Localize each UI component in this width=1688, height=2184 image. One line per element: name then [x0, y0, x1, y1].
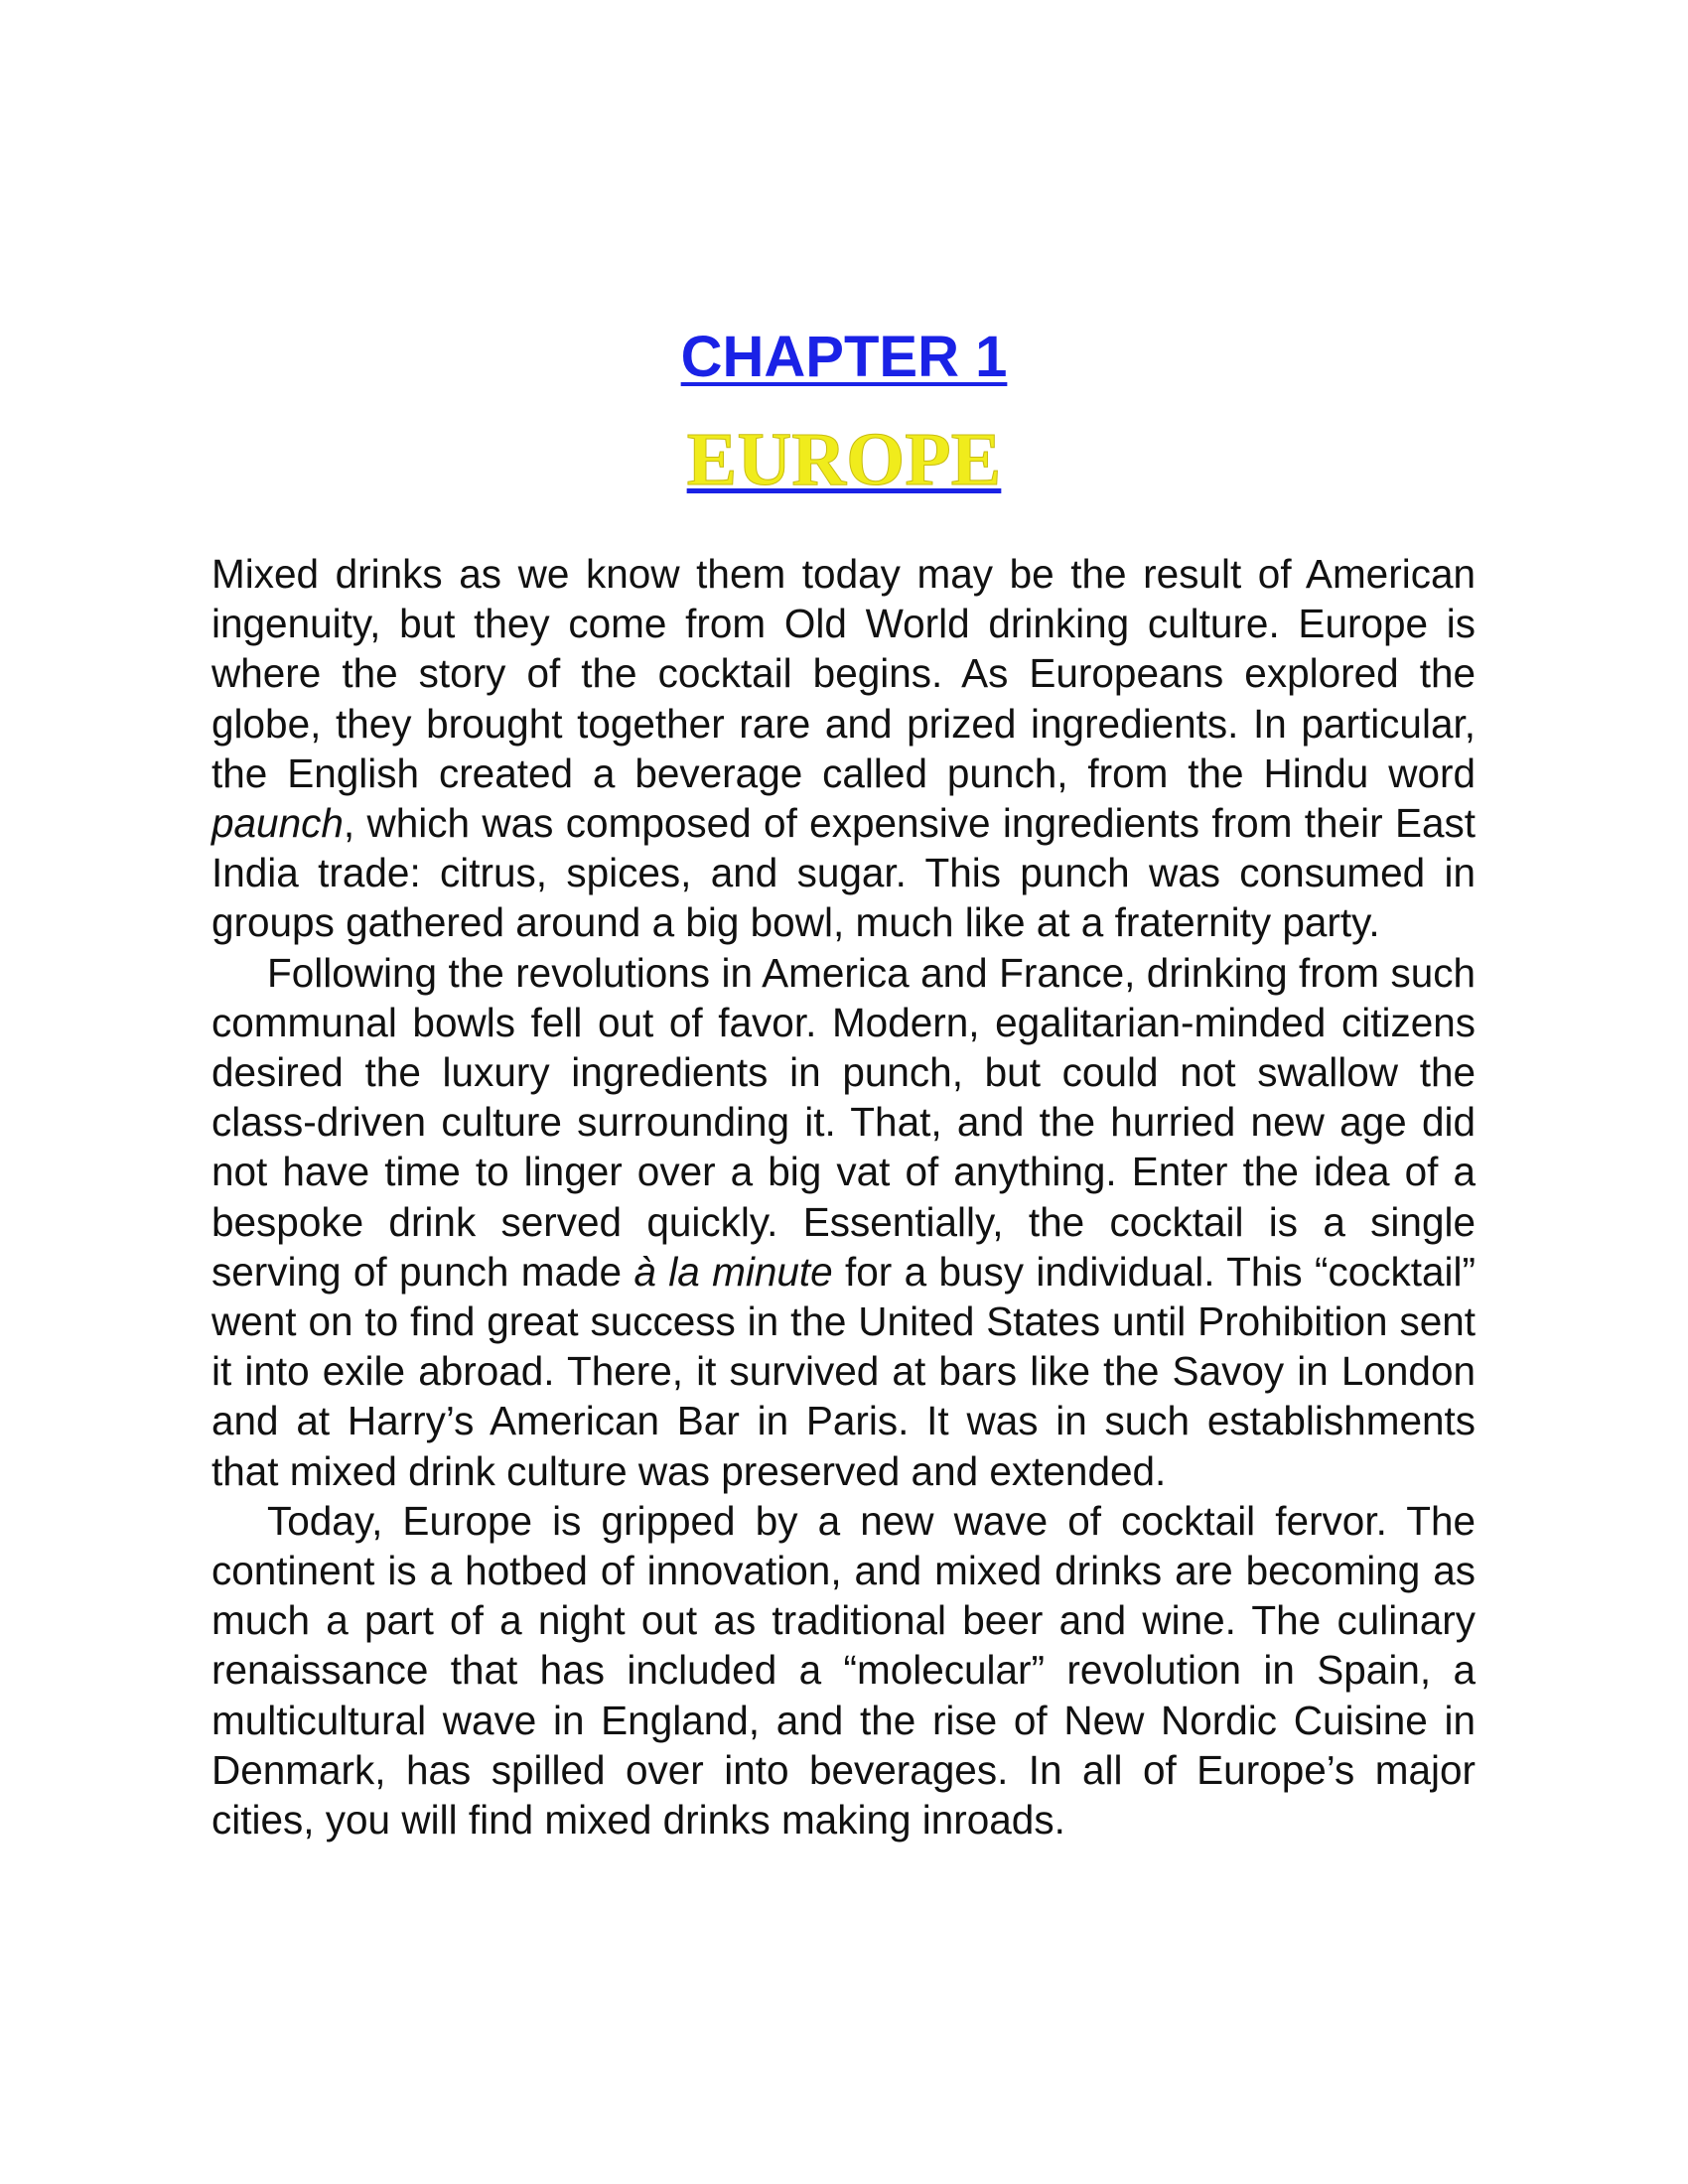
paragraph-3: Today, Europe is gripped by a new wave of cocktail fervor. The continent is a hotbed of innovation, and mixed drinks are becoming as much a part of a night out as traditional beer and wine. The culinary renaissance that has included a “molecular” revolution in Spain, a multicultural wave in England, and the rise of New Nordic Cuisine in Denmark, has spilled over into beverages. In all of Europe’s major cities, you will find mixed drinks making inroads.	[211, 1497, 1476, 1843]
chapter-label: CHAPTER 1	[680, 325, 1008, 389]
paragraph-2-italic-term: à la minute	[633, 1248, 833, 1295]
paragraph-1	[211, 549, 1476, 948]
paragraph-1-text-b: , which was composed of expensive ingredients from their East India trade: citrus, spices, and sugar. This punch was consumed in groups gathered around a big bowl, much like at a fraternity party.	[211, 800, 1476, 946]
chapter-body	[211, 549, 1476, 1844]
paragraph-2	[211, 948, 1476, 1496]
paragraph-2-text-b: for a busy individual. This “cocktail” went on to find great success in the United States until Prohibition sent it into exile abroad. There, it survived at bars like the Savoy in London and at Harry’s American Bar in Paris. It was in such establishments that mixed drink culture was preserved and extended.	[211, 1248, 1476, 1494]
chapter-title: EUROPE	[686, 418, 1002, 501]
paragraph-1-italic-term: paunch	[211, 800, 344, 847]
paragraph-2-text-a: Following the revolutions in America and France, drinking from such communal bowls fell out of favor. Modern, egalitarian-minded citizens desired the luxury ingredients in punch, but could not swallow the class-driven culture surrounding it. That, and the hurried new age did not have time to linger over a big vat of anything. Enter the idea of a bespoke drink served quickly. Essentially, the cocktail is a single serving of punch made	[211, 949, 1476, 1295]
paragraph-1-text-a: Mixed drinks as we know them today may be the result of American ingenuity, but they come from Old World drinking culture. Europe is where the story of the cocktail begins. As Europeans explored the globe, they brought together rare and prized ingredients. In particular, the English created a beverage called punch, from the Hindu word	[211, 551, 1476, 796]
